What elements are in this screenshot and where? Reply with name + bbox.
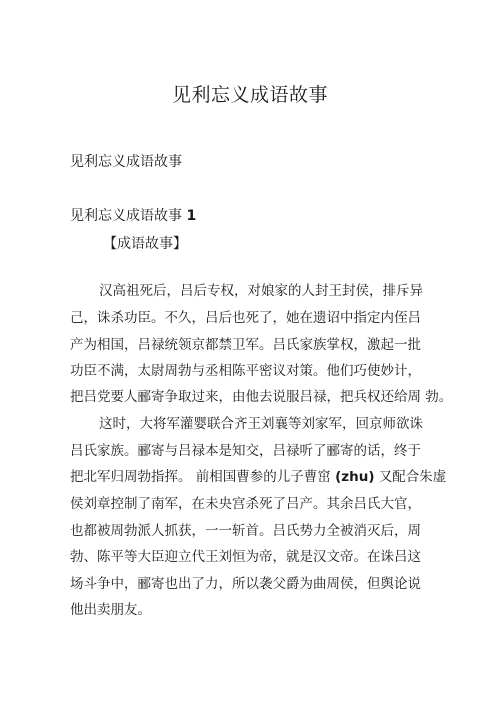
story-tag: 【成语故事】 — [103, 236, 187, 252]
paragraph-line: 功臣不满，太尉周勃与丞相陈平密议对策。他们巧使妙计， — [70, 363, 421, 379]
paragraph-line: 场斗争中，郦寄也出了力，所以袭父爵为曲周侯，但舆论说 — [70, 576, 421, 592]
paragraph-line-head: 把北军归周勃指挥。 前相国曹参的儿子曹窋 — [70, 469, 331, 485]
pinyin-annotation: (zhu) — [335, 469, 375, 485]
paragraph-line: 产为相国，吕禄统领京都禁卫军。吕氏家族掌权，激起一批 — [70, 337, 421, 353]
paragraph-line: 勃、陈平等大臣迎立代王刘恒为帝，就是汉文帝。在诛吕这 — [70, 549, 421, 565]
section-heading-number: 1 — [186, 208, 197, 224]
section-heading-text: 见利忘义成语故事 — [70, 208, 182, 224]
paragraph-line: 汉高祖死后，吕后专权，对娘家的人封王封侯，排斥异 — [99, 283, 423, 299]
paragraph-line: 吕氏家族。郦寄与吕禄本是知交，吕禄听了郦寄的话，终于 — [70, 443, 421, 459]
paragraph-line: 把吕党要人郦寄争取过来，由他去说服吕禄，把兵权还给周 勃。 — [70, 389, 453, 405]
document-title: 见利忘义成语故事 — [171, 84, 328, 106]
paragraph-line: 侯刘章控制了南军，在未央宫杀死了吕产。其余吕氏大官， — [70, 496, 421, 512]
section-heading — [70, 205, 196, 225]
paragraph-line: 他出卖朋友。 — [70, 602, 151, 618]
document-subtitle: 见利忘义成语故事 — [70, 154, 182, 170]
paragraph-line: 也都被周勃派人抓获，一一斩首。吕氏势力全被消灭后，周 — [70, 523, 421, 539]
paragraph-line: 这时，大将军灌婴联合齐王刘襄等刘家军，回京师欲诛 — [99, 416, 423, 432]
paragraph-line — [70, 467, 446, 487]
paragraph-line-tail: 又配合朱虚 — [378, 469, 447, 485]
paragraph-line: 己，诛杀功臣。不久，吕后也死了，她在遗诏中指定内侄吕 — [70, 310, 421, 326]
